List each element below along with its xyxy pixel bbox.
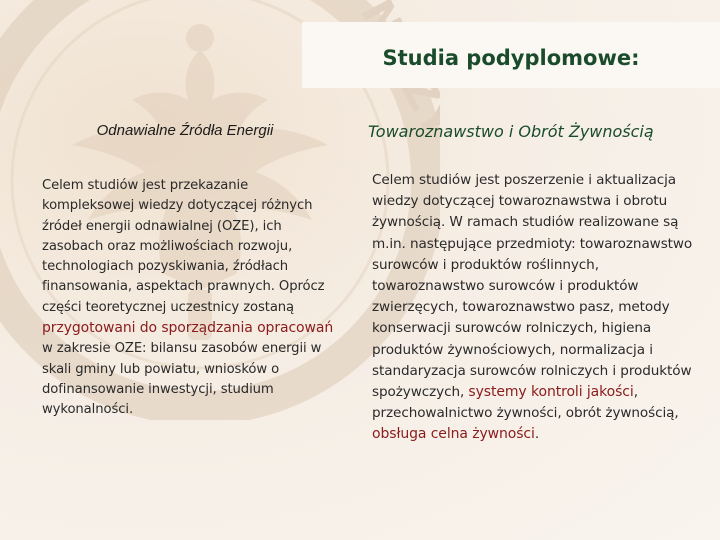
left-column-heading: Odnawialne Źródła Energii [96, 122, 274, 139]
right-body-text: Celem studiów jest poszerzenie i aktualizacja wiedzy dotyczącej towaroznawstwa i obrotu żywnością. W ramach studiów realizowane są m.in. następujące przedmioty: towaroznawstwo surowców i produktów roślinnych, towaroznawstwo surowców i produktów zwierzęcych, towaroznawstwo pasz, metody konserwacji surowców rolniczych, higiena produktów żywnościowych, normalizacja i standaryzacja surowców rolniczych i produktów spożywczych, [372, 172, 693, 401]
left-body-text-end: w zakresie OZE: bilansu zasobów energii w skali gminy lub powiatu, wniosków o dofinansowanie inwestycji, studium wykonalności. [42, 341, 322, 418]
left-highlight: przygotowani do sporządzania opracowań [42, 320, 334, 337]
right-highlight-quality: systemy kontroli jakości [468, 384, 634, 401]
right-body-text-end: . [534, 426, 540, 443]
right-highlight-customs: obsługa celna żywności [372, 426, 535, 443]
slide-title: Studia podyplomowe: [382, 46, 640, 70]
right-column-heading: Towaroznawstwo i Obrót Żywnością [368, 122, 654, 141]
right-body-text-middle: , przechowalnictwo żywności, obrót żywnością, [372, 384, 679, 422]
right-column-body [372, 170, 697, 446]
left-column-body [42, 176, 342, 421]
left-body-text: Celem studiów jest przekazanie kompleksowej wiedzy dotyczącej różnych źródeł energii odnawialnej (OZE), ich zasobach oraz możliwościach rozwoju, technologiach pozyskiwania, źródłach finansowania, aspektach prawnych. Oprócz części teoretycznej uczestnicy zostaną [42, 178, 325, 315]
